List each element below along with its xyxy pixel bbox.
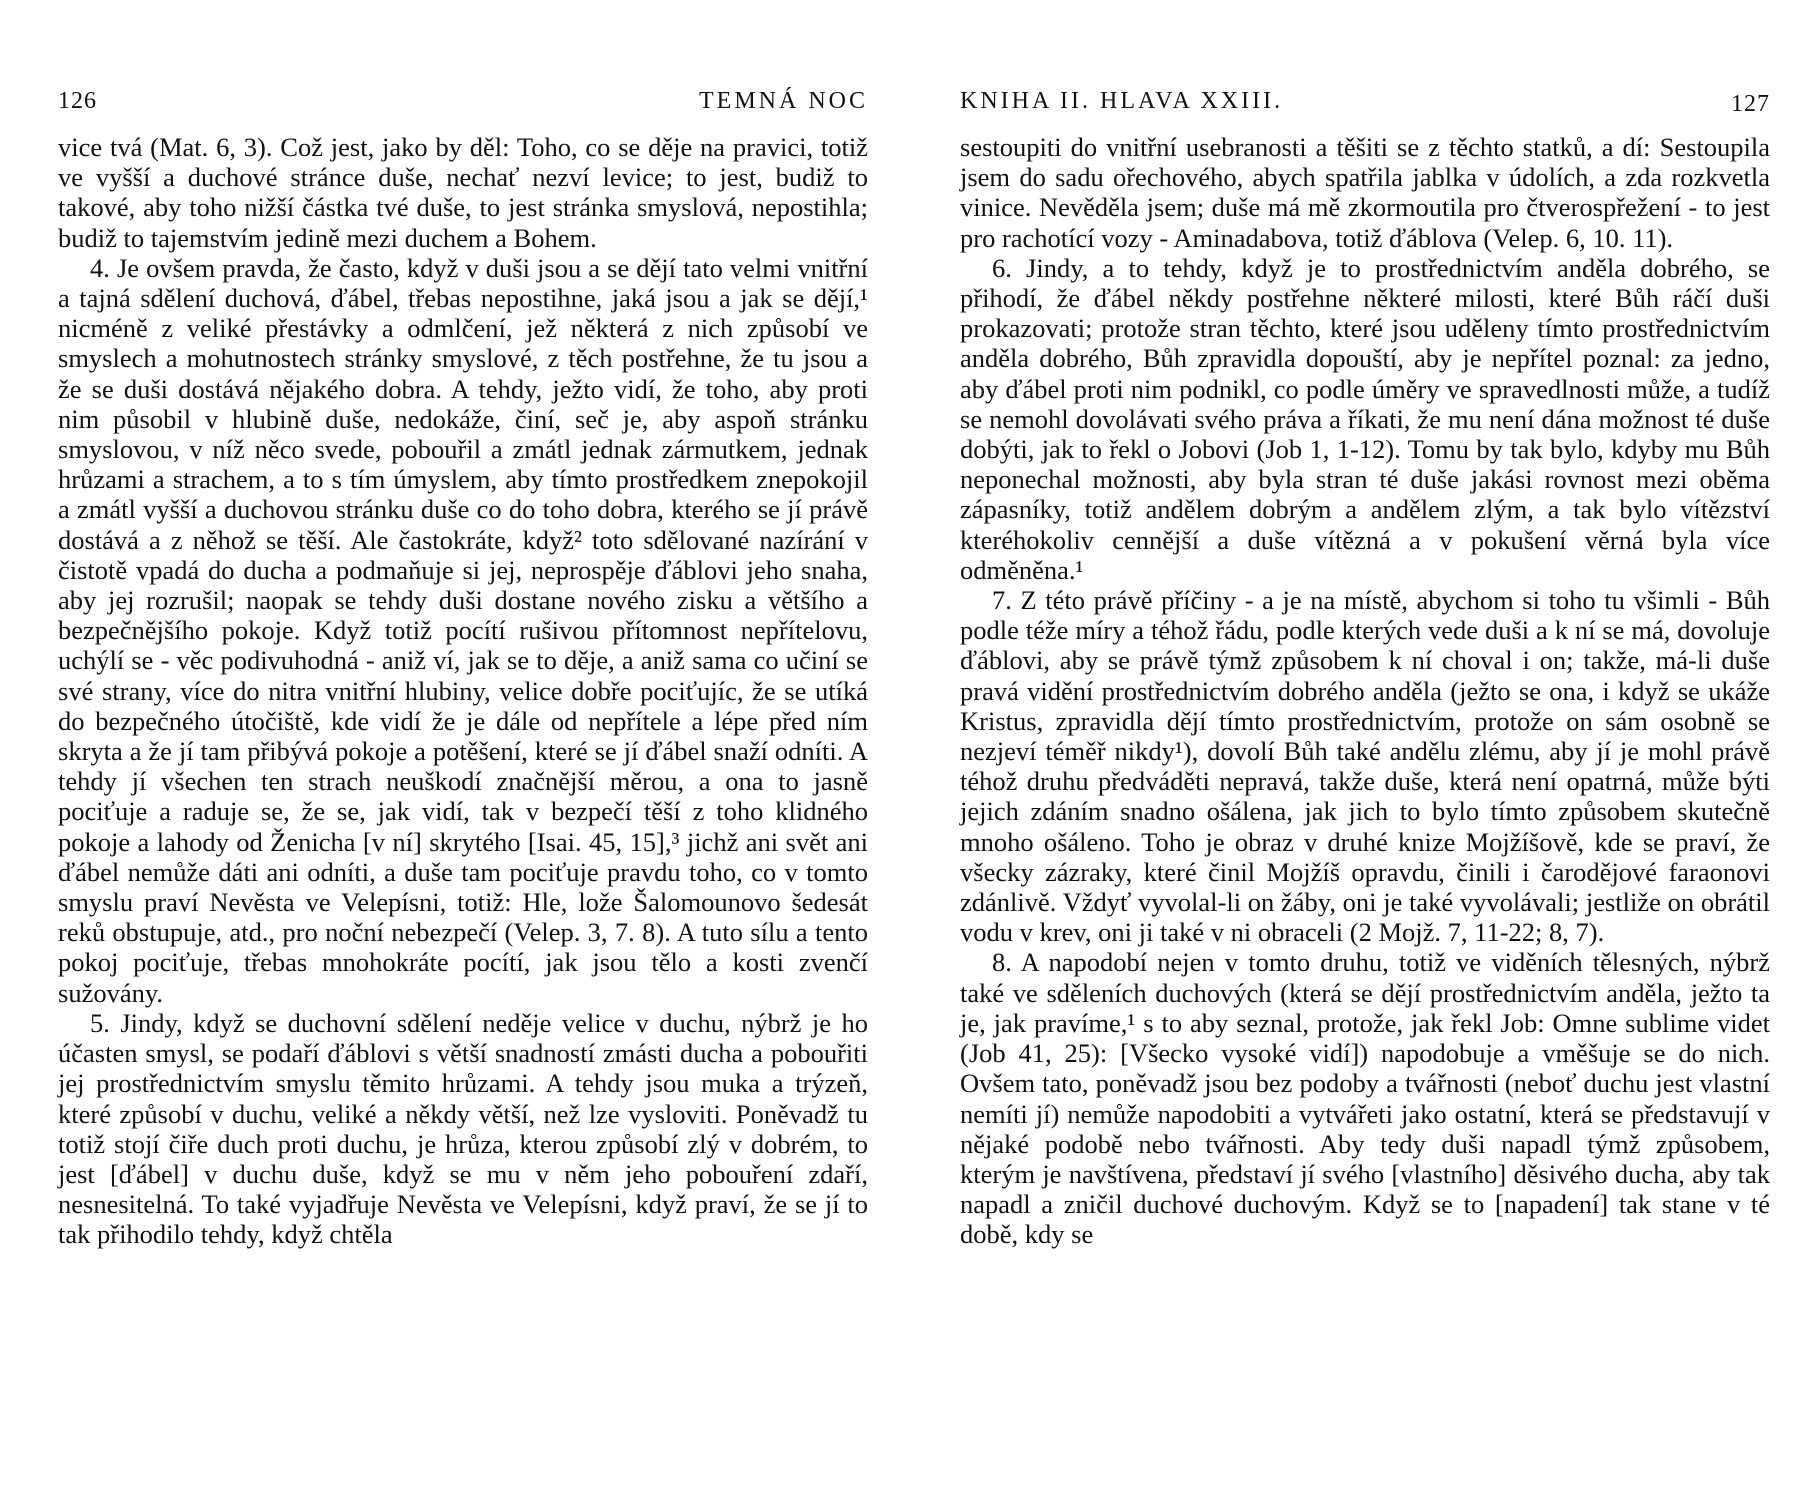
- left-page-body: [58, 132, 868, 1250]
- page-number-right: 127: [1731, 91, 1770, 117]
- page-number-left: 126: [58, 88, 97, 114]
- paragraph-continued: vice tvá (Mat. 6, 3). Což jest, jako by děl: Toho, co se děje na pravici, totiž ve vyšší a duchové stránce duše, nechať nezví levice; to jest, budiž to takové, aby toho nižší částka tvé duše, to jest stránka smyslová, nepostihla; budiž to tajemstvím jedině mezi duchem a Bohem.: [58, 132, 868, 253]
- right-page: [960, 88, 1770, 1250]
- left-running-head: [58, 88, 868, 128]
- paragraph-6: 6. Jindy, a to tehdy, když je to prostřednictvím anděla dobrého, se přihodí, že ďábel někdy postřehne některé milosti, které Bůh ráčí duši prokazovati; protože stran těchto, které jsou uděleny tímto prostřednictvím anděla dobrého, Bůh zpravidla dopouští, aby je nepřítel poznal: za jedno, aby ďábel proti nim podnikl, co podle úměry ve spravedlnosti může, a tudíž se nemohl dovolávati svého práva a říkati, že mu není dána možnost té duše dobýti, jak to řekl o Jobovi (Job 1, 1-12). Tomu by tak bylo, kdyby mu Bůh neponechal možnosti, aby byla stran té duše jakási rovnost mezi oběma zápasníky, totiž andělem dobrým a andělem zlým, a tak bylo vítězství kteréhokoliv cennější a duše vítězná a v pokušení věrná byla více odměněna.¹: [960, 252, 1770, 585]
- paragraph-8: 8. A napodobí nejen v tomto druhu, totiž ve viděních tělesných, nýbrž také ve sděleních duchových (která se dějí prostřednictvím anděla, ježto ta je, jak pravíme,¹ s to aby seznal, protože, jak řekl Job: Omne sublime videt (Job 41, 25): [Všecko vysoké vidí]) napodobuje a vměšuje se do nich. Ovšem tato, poněvadž jsou bez podoby a tvářnosti (neboť duchu jest vlastní nemíti jí) nemůže napodobiti a vytvářeti jako ostatní, která se představují v nějaké podobě nebo tvářnosti. Aby tedy duši napadl týmž způsobem, kterým je navštívena, představí jí svého [vlastního] děsivého ducha, aby tak napadl a zničil duchové duchovým. Když se to [napadení] tak stane v té době, kdy se: [960, 947, 1770, 1250]
- right-page-body: [960, 132, 1770, 1250]
- right-running-head: [960, 88, 1770, 128]
- running-title-right: KNIHA II. HLAVA XXIII.: [960, 88, 1284, 114]
- paragraph-4: 4. Je ovšem pravda, že často, když v duši jsou a se dějí tato velmi vnitřní a tajná sdělení duchová, ďábel, třebas nepostihne, jaká jsou a jak se dějí,¹ nicméně z veliké přestávky a odmlčení, jež některá z nich způsobí ve smyslech a mohutnostech stránky smyslové, z těch postřehne, že tu jsou a že se duši dostává nějakého dobra. A tehdy, ježto vidí, že toho, aby proti nim působil v hlubině duše, nedokáže, činí, seč je, aby aspoň stránku smyslovou, v níž něco svede, pobouřil a zmátl jednak zármutkem, jednak hrůzami a strachem, a to s tím úmyslem, aby tímto prostředkem znepokojil a zmátl vyšší a duchovou stránku duše co do toho dobra, kterého se jí právě dostává a z něhož se těší. Ale častokráte, když² toto sdělované nazírání v čistotě vpadá do ducha a podmaňuje si jej, neprospěje ďáblovi jeho snaha, aby jej rozrušil; naopak se tehdy duši dostane nového zisku a většího a bezpečnějšího pokoje. Když totiž pocítí rušivou přítomnost nepřítelovu, uchýlí se - věc podivuhodná - aniž ví, jak se to děje, a aniž sama co učiní se své strany, více do nitra vnitřní hlubiny, velice dobře pociťujíc, že se utíká do bezpečného útočiště, kde vidí že je dále od nepřítele a lépe před ním skryta a že jí tam přibývá pokoje a potěšení, které se jí ďábel snaží odníti. A tehdy jí všechen ten strach neuškodí značnější měrou, a ona to jasně pociťuje a raduje se, že se, jak vidí, tak v bezpečí těší z toho klidného pokoje a lahody od Ženicha [v ní] skrytého [Isai. 45, 15],³ jichž ani svět ani ďábel nemůže dáti ani odníti, a duše tam pociťuje pravdu toho, co v tomto smyslu praví Nevěsta ve Velepísni, totiž: Hle, lože Šalomounovo šedesát reků obstupuje, atd., pro noční nebezpečí (Velep. 3, 7. 8). A tuto sílu a tento pokoj pociťuje, třebas mnohokráte pocítí, jak jsou tělo a kosti zvenčí sužovány.: [58, 252, 868, 1008]
- paragraph-7: 7. Z této právě příčiny - a je na místě, abychom si toho tu všimli - Bůh podle téže míry a téhož řádu, podle kterých vede duši a k ní se má, dovoluje ďáblovi, aby se právě týmž způsobem k ní choval i on; takže, má-li duše pravá vidění prostřednictvím dobrého anděla (ježto se ona, i když se ukáže Kristus, zpravidla dějí tímto prostřednictvím, protože on sám osobně se nezjeví téměř nikdy¹), dovolí Bůh také andělu zlému, aby jí je mohl právě téhož druhu předváděti nepravá, takže duše, která není opatrná, může býti jejich zdáním snadno ošálena, jak jich to bylo tímto způsobem skutečně mnoho ošáleno. Toho je obraz v druhé knize Mojžíšově, kde se praví, že všecky zázraky, které činil Mojžíš opravdu, činili i čarodějové faraonovi zdánlivě. Vždyť vyvolal-li on žáby, oni je také vyvolávali; jestliže on obrátil vodu v krev, oni ji také v ni obraceli (2 Mojž. 7, 11-22; 8, 7).: [960, 585, 1770, 948]
- paragraph-continued: sestoupiti do vnitřní usebranosti a těšiti se z těchto statků, a dí: Sestoupila jsem do sadu ořechového, abych spatřila jablka v údolích, a zda rozkvetla vinice. Nevěděla jsem; duše má mě zkormoutila pro čtverospřežení - to jest pro rachotící vozy - Aminadabova, totiž ďáblova (Velep. 6, 10. 11).: [960, 132, 1770, 253]
- running-title-left: TEMNÁ NOC: [699, 88, 868, 114]
- left-page: [58, 88, 868, 1250]
- paragraph-5: 5. Jindy, když se duchovní sdělení neděje velice v duchu, nýbrž je ho účasten smysl, se podaří ďáblovi s větší snadností zmásti ducha a pobouřiti jej prostřednictvím smyslu těmito hrůzami. A tehdy jsou muka a trýzeň, které způsobí v duchu, veliké a někdy větší, než lze vysloviti. Poněvadž tu totiž stojí čiře duch proti duchu, je hrůza, kterou způsobí zlý v dobrém, to jest [ďábel] v duchu duše, když se mu v něm jeho pobouření zdaří, nesnesitelná. To také vyjadřuje Nevěsta ve Velepísni, když praví, že se jí to tak přihodilo tehdy, když chtěla: [58, 1007, 868, 1250]
